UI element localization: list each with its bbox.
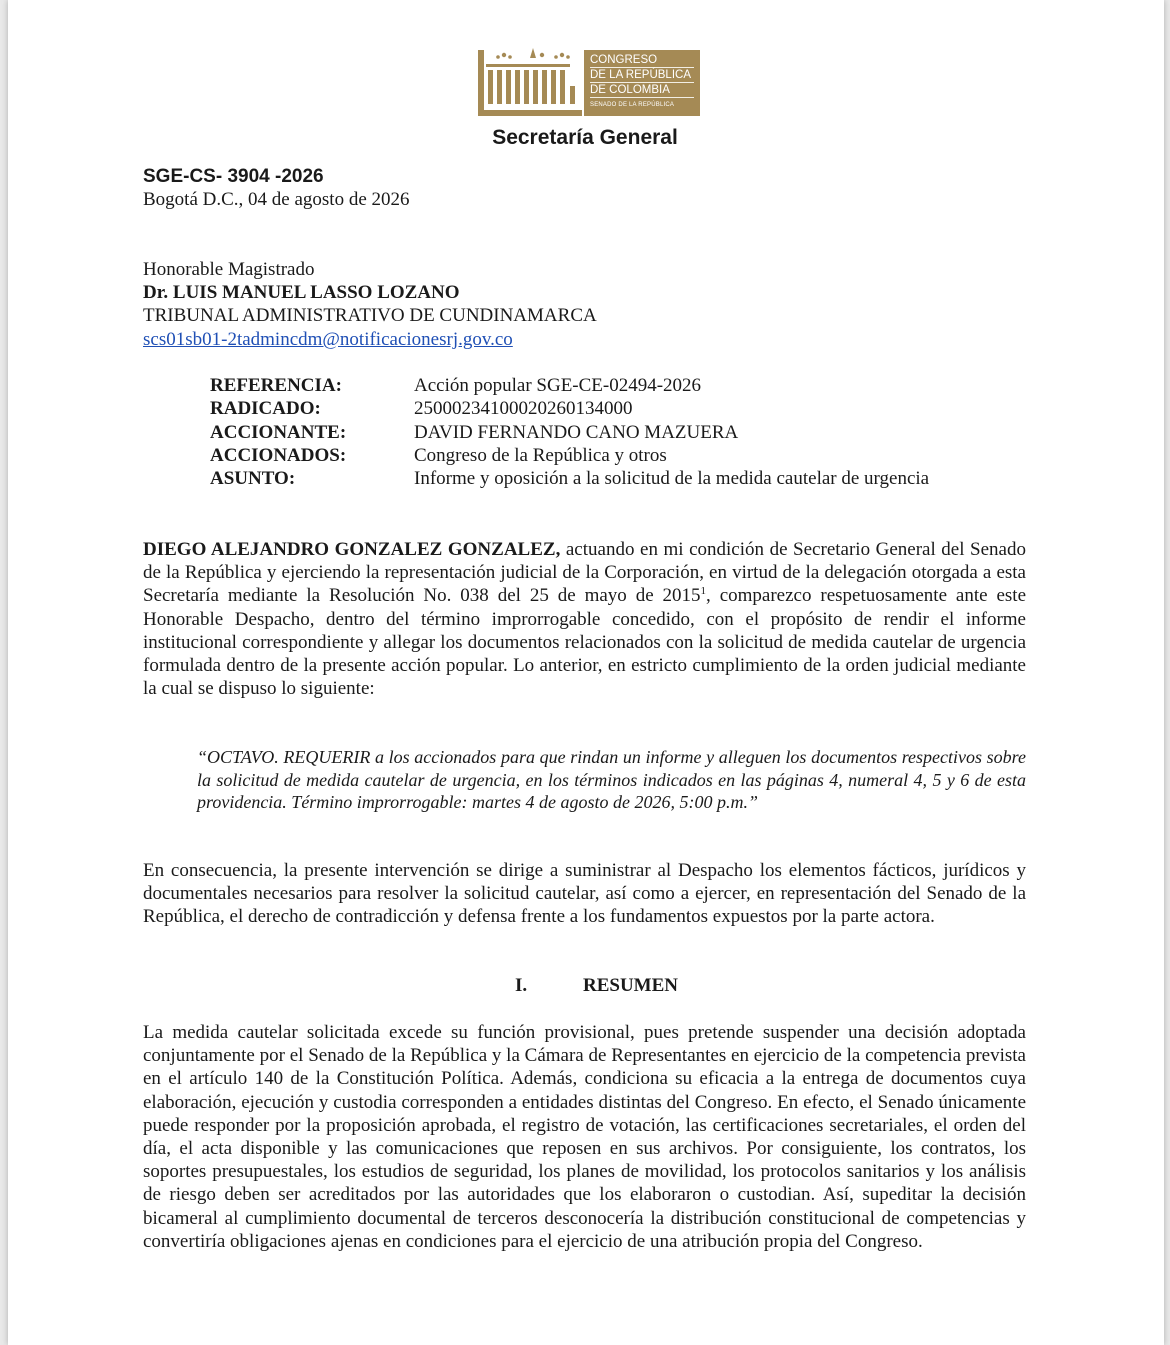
place-date: Bogotá D.C., 04 de agosto de 2026 [143,189,410,210]
summary-paragraph: La medida cautelar solicitada excede su función provisional, pues pretende suspender una decisión adoptada conjuntamente por el Senado de la República y la Cámara de Representantes en ejercicio de la competencia prevista en el artículo 140 de la Constitución Política. Además, condiciona su eficacia a la entrega de documentos cuya elaboración, ejecución y custodia corresponden a entidades distintas del Congreso. En efecto, el Senado únicamente puede responder por la proposición aprobada, el registro de votación, las certificaciones secretariales, el orden del día, el acta disponible y las comunicaciones que reposen en sus archivos. Por consiguiente, los contratos, los soportes presupuestales, los estudios de seguridad, los planes de movilidad, los protocolos sanitarios y los análisis de riesgo deben ser acreditados por las autoridades que los elaboraron o custodian. Así, supeditar la decisión bicameral al cumplimiento documental de terceros desconocería la distribución constitucional de competencias y convertiría obligaciones ajenas en condiciones para el ejercicio de una atribución propia del Congreso. [143,1022,1026,1252]
reference-label: REFERENCIA: [210,375,342,396]
recipient-email-link[interactable]: scs01sb01-2tadmincdm@notificacionesrj.gov.co [143,329,513,350]
intro-text-2: , comparezco respetuosamente ante este Honorable Despacho, dentro del término improrrogable concedido, con el propósito de rendir el informe institucional correspondiente y allegar los documentos relacionados con la solicitud de medida cautelar de urgencia formulada dentro de la presente acción popular. Lo anterior, en estricto cumplimiento de la orden judicial mediante la cual se dispuso lo siguiente: [143,585,1027,700]
intro-text-1: actuando en mi condición de Secretario General del Senado de la República y ejerciendo la representación judicial de la Corporación, en virtud de la delegación otorgada a esta Secretaría mediante la Resolución No. 038 del 25 de mayo de 2015 [143,539,1026,607]
recipient-name: Dr. LUIS MANUEL LASSO LOZANO [143,282,460,303]
congress-logo [478,46,702,120]
document-number: SGE-CS- 3904 -2026 [143,166,324,187]
logo-divider [590,82,694,83]
signatory-name: DIEGO ALEJANDRO GONZALEZ GONZALEZ, [143,539,561,560]
intro-paragraph [143,538,1026,700]
logo-line-2: DE LA REPÚBLICA [590,69,691,81]
asunto-value: Informe y oposición a la solicitud de la medida cautelar de urgencia [414,468,930,489]
recipient-institution: TRIBUNAL ADMINISTRATIVO DE CUNDINAMARCA [143,305,597,326]
logo-divider [590,97,694,98]
salutation: Honorable Magistrado [143,259,315,280]
radicado-label: RADICADO: [210,398,321,419]
logo-text-box [584,50,700,116]
capitol-building-icon [478,46,582,120]
asunto-label: ASUNTO: [210,468,296,489]
office-title: Secretaría General [492,126,678,149]
logo-divider [590,67,694,68]
accionados-label: ACCIONADOS: [210,445,347,466]
court-order-quote: “OCTAVO. REQUERIR a los accionados para que rindan un informe y alleguen los documentos respectivos sobre la solicitud de medida cautelar de urgencia, en los términos indicados en las páginas 4, numeral 4, 5 y 6 de esta providencia. Término improrrogable: martes 4 de agosto de 2026, 5:00 p.m.” [197,747,1026,813]
section-number: I. [515,975,528,996]
footnote-mark: 1 [700,585,707,598]
consequence-paragraph: En consecuencia, la presente intervención se dirige a suministrar al Despacho los elementos fácticos, jurídicos y documentales necesarios para resolver la solicitud cautelar, así como a ejercer, en representación del Senado de la República, el derecho de contradicción y defensa frente a los fundamentos expuestos por la parte actora. [143,860,1026,928]
section-title: RESUMEN [583,975,679,996]
accionante-value: DAVID FERNANDO CANO MAZUERA [414,422,739,443]
radicado-value: 25000234100020260134000 [414,398,633,419]
accionante-label: ACCIONANTE: [210,422,347,443]
accionados-value: Congreso de la República y otros [414,445,667,466]
logo-line-1: CONGRESO [590,54,658,66]
reference-value: Acción popular SGE-CE-02494-2026 [414,375,702,396]
logo-line-3: DE COLOMBIA [590,84,670,96]
logo-line-4: SENADO DE LA REPÚBLICA [590,102,675,108]
